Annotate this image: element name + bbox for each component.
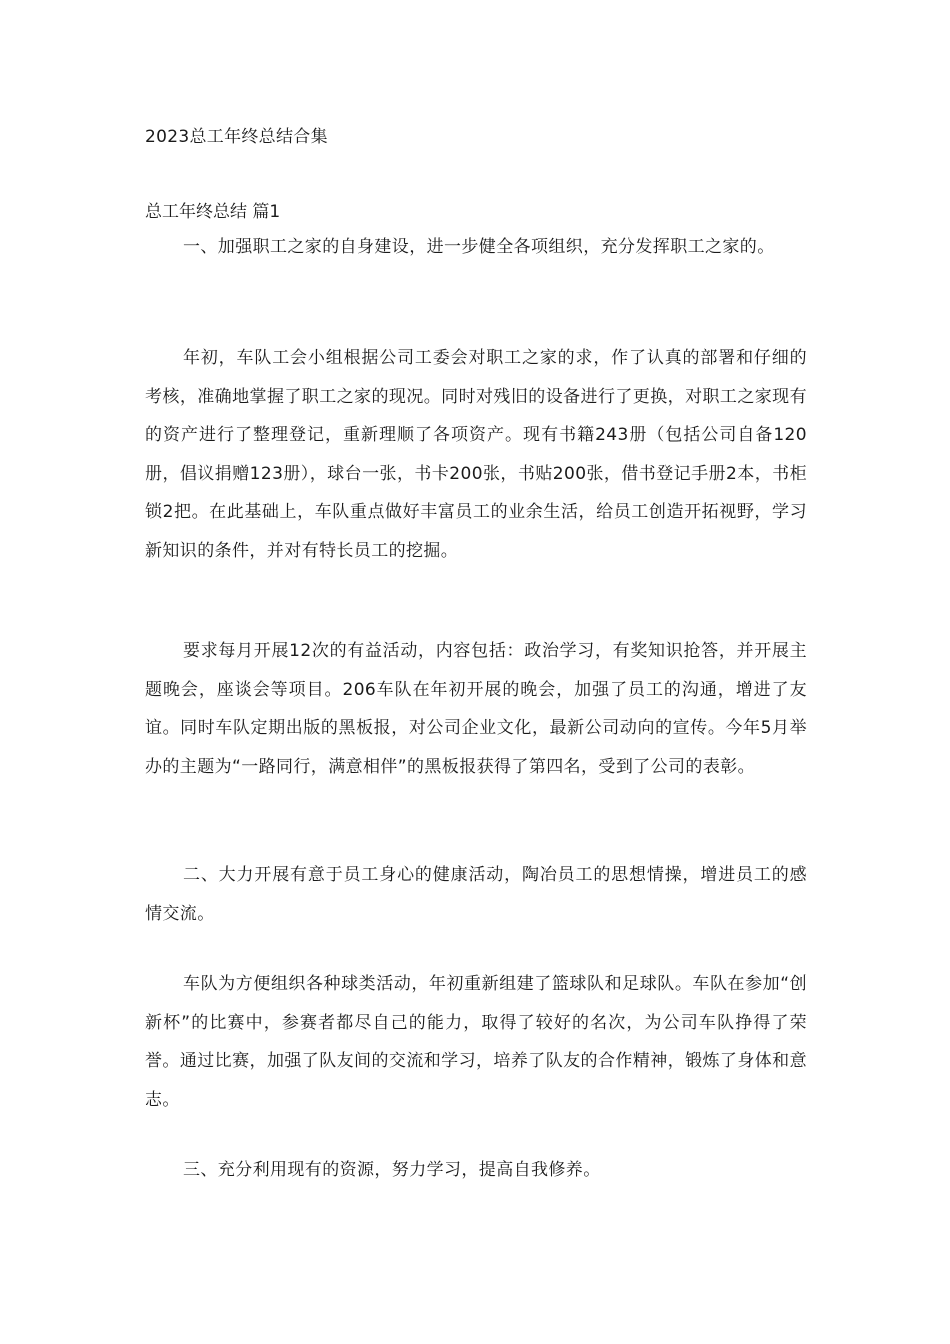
paragraph-6: 三、充分利用现有的资源，努力学习，提高自我修养。 <box>183 1160 601 1180</box>
paragraph-3: 要求每月开展12次的有益活动，内容包括：政治学习，有奖知识抢答，并开展主题晚会，座谈会等项目。206车队在年初开展的晚会，加强了员工的沟通，增进了友谊。同时车队定期出版的黑板报，对公司企业文化，最新公司动向的宣传。今年5月举办的主题为“一路同行，满意相伴”的黑板报获得了第四名，受到了公司的表彰。 <box>145 641 807 777</box>
paragraph-1: 一、加强职工之家的自身建设，进一步健全各项组织，充分发挥职工之家的。 <box>183 237 775 257</box>
paragraph-2: 年初，车队工会小组根据公司工委会对职工之家的求，作了认真的部署和仔细的考核，准确地掌握了职工之家的现况。同时对残旧的设备进行了更换，对职工之家现有的资产进行了整理登记，重新理顺了各项资产。现有书籍243册（包括公司自备120册，倡议捐赠123册），球台一张，书卡200张，书贴200张，借书登记手册2本，书柜锁2把。在此基础上，车队重点做好丰富员工的业余生活，给员工创造开拓视野，学习新知识的条件，并对有特长员工的挖掘。 <box>145 348 807 561</box>
section-heading: 总工年终总结 篇1 <box>145 202 281 222</box>
document-title: 2023总工年终总结合集 <box>145 127 328 147</box>
paragraph-4: 二、大力开展有意于员工身心的健康活动，陶冶员工的思想情操，增进员工的感情交流。 <box>145 865 807 924</box>
paragraph-5: 车队为方便组织各种球类活动，年初重新组建了篮球队和足球队。车队在参加“创新杯”的比赛中，参赛者都尽自己的能力，取得了较好的名次，为公司车队挣得了荣誉。通过比赛，加强了队友间的交流和学习，培养了队友的合作精神，锻炼了身体和意志。 <box>145 974 807 1110</box>
